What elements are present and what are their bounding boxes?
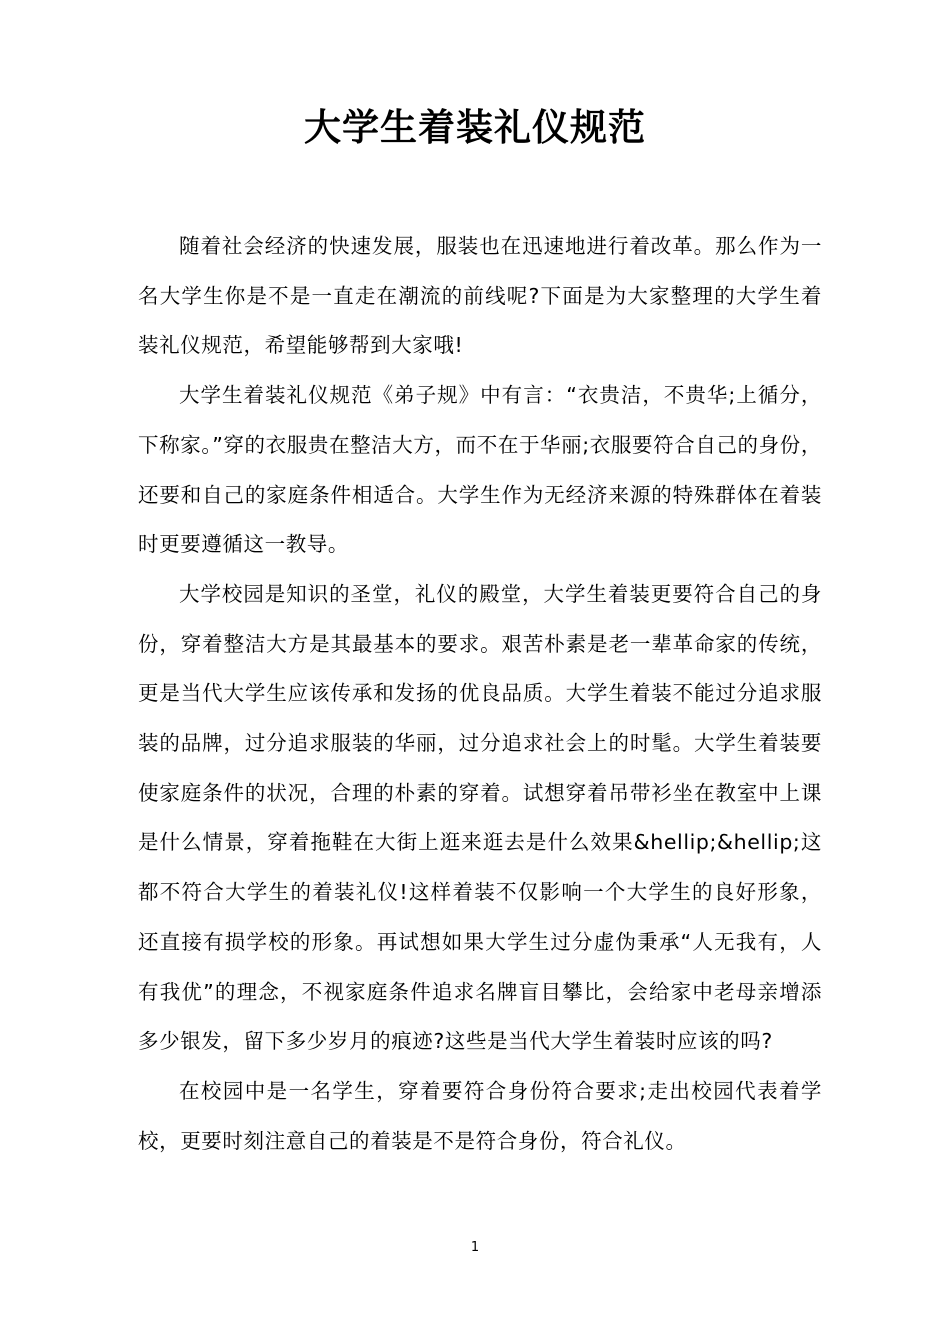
paragraph-dizigui: 大学生着装礼仪规范《弟子规》中有言：“衣贵洁，不贵华;上循分，下称家。”穿的衣服贵在整洁大方，而不在于华丽;衣服要符合自己的身份，还要和自己的家庭条件相适合。大学生作为无经济来源的特殊群体在着装时更要遵循这一教导。 [138,383,822,557]
page-number: 1 [470,1240,480,1255]
paragraph-conclusion: 在校园中是一名学生，穿着要符合身份符合要求;走出校园代表着学校，更要时刻注意自己的着装是不是符合身份，符合礼仪。 [138,1078,822,1153]
paragraph-intro: 随着社会经济的快速发展，服装也在迅速地进行着改革。那么作为一名大学生你是不是一直走在潮流的前线呢?下面是为大家整理的大学生着装礼仪规范，希望能够帮到大家哦! [138,234,822,358]
document-body [138,222,822,1166]
paragraph-campus: 大学校园是知识的圣堂，礼仪的殿堂，大学生着装更要符合自己的身份，穿着整洁大方是其最基本的要求。艰苦朴素是老一辈革命家的传统，更是当代大学生应该传承和发扬的优良品质。大学生着装不能过分追求服装的品牌，过分追求服装的华丽，过分追求社会上的时髦。大学生着装要使家庭条件的状况，合理的朴素的穿着。试想穿着吊带衫坐在教室中上课是什么情景，穿着拖鞋在大街上逛来逛去是什么效果&hellip;&hellip;这都不符合大学生的着装礼仪!这样着装不仅影响一个大学生的良好形象，还直接有损学校的形象。再试想如果大学生过分虚伪秉承“人无我有，人有我优”的理念，不视家庭条件追求名牌盲目攀比，会给家中老母亲增添多少银发，留下多少岁月的痕迹?这些是当代大学生着装时应该的吗? [138,581,822,1054]
document-title: 大学生着装礼仪规范 [304,106,646,149]
